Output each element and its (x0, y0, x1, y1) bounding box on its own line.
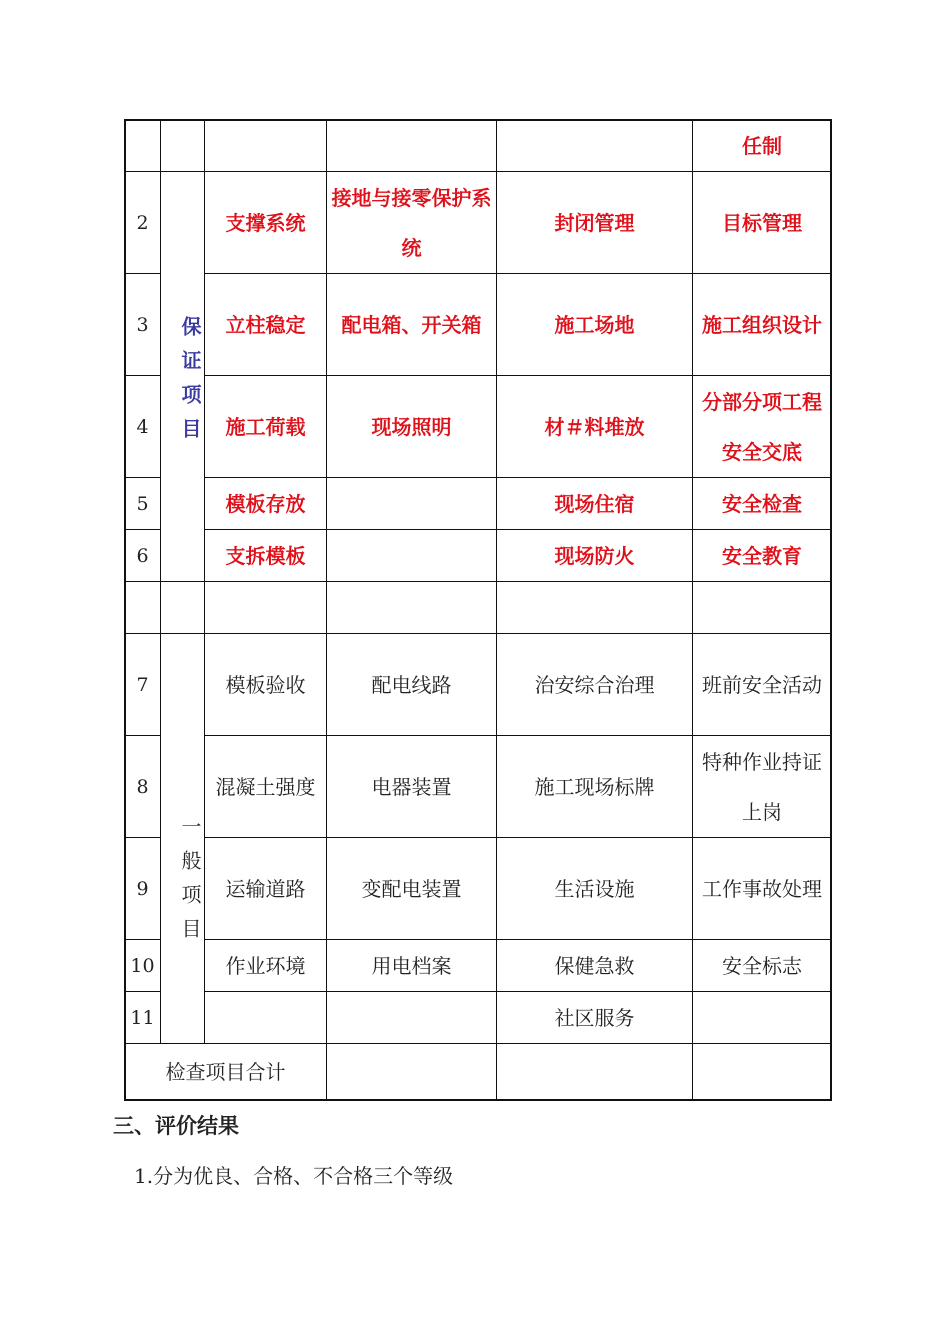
row-4-col3: 材＃料堆放 (496, 375, 693, 478)
row-8-col1: 混凝土强度 (204, 735, 327, 838)
row-1-category (160, 119, 205, 172)
row-9-col4: 工作事故处理 (692, 837, 832, 940)
row-1-col2 (326, 119, 497, 172)
row-3-col2: 配电箱、开关箱 (326, 273, 497, 376)
row-4-col2: 现场照明 (326, 375, 497, 478)
separator-row-col2 (326, 581, 497, 634)
row-7-col2: 配电线路 (326, 633, 497, 736)
row-3-col3: 施工场地 (496, 273, 693, 376)
row-8-number: 8 (124, 735, 161, 838)
row-3-col4: 施工组织设计 (692, 273, 832, 376)
row-5-col1: 模板存放 (204, 477, 327, 530)
row-6-col2 (326, 529, 497, 582)
row-3-col1: 立柱稳定 (204, 273, 327, 376)
row-2-col3: 封闭管理 (496, 171, 693, 274)
row-2-number: 2 (124, 171, 161, 274)
row-11-col2 (326, 991, 497, 1044)
row-6-col3: 现场防火 (496, 529, 693, 582)
row-2-col1: 支撑系统 (204, 171, 327, 274)
separator-row-category (160, 581, 205, 634)
separator-row-col3 (496, 581, 693, 634)
general-items-label: 一般项目 (160, 633, 205, 1044)
row-8-col2: 电器装置 (326, 735, 497, 838)
row-7-col1: 模板验收 (204, 633, 327, 736)
separator-row-col1 (204, 581, 327, 634)
inspection-table (124, 119, 832, 1101)
total-row-col4 (692, 1043, 832, 1101)
row-5-col3: 现场住宿 (496, 477, 693, 530)
row-10-col3: 保健急救 (496, 939, 693, 992)
row-10-number: 10 (124, 939, 161, 992)
row-11-col3: 社区服务 (496, 991, 693, 1044)
row-7-col3: 治安综合治理 (496, 633, 693, 736)
separator-row-number (124, 581, 161, 634)
total-row-label: 检查项目合计 (124, 1043, 327, 1101)
section-heading: 三、评价结果 (113, 1114, 239, 1138)
guarantee-items-label: 保证项目 (160, 171, 205, 582)
row-9-col2: 变配电装置 (326, 837, 497, 940)
row-10-col1: 作业环境 (204, 939, 327, 992)
row-10-col4: 安全标志 (692, 939, 832, 992)
row-5-number: 5 (124, 477, 161, 530)
row-4-col1: 施工荷载 (204, 375, 327, 478)
row-3-number: 3 (124, 273, 161, 376)
row-2-col2: 接地与接零保护系统 (326, 171, 497, 274)
row-6-number: 6 (124, 529, 161, 582)
row-6-col4: 安全教育 (692, 529, 832, 582)
separator-row-col4 (692, 581, 832, 634)
row-5-col2 (326, 477, 497, 530)
row-4-col4: 分部分项工程安全交底 (692, 375, 832, 478)
row-4-number: 4 (124, 375, 161, 478)
row-8-col3: 施工现场标牌 (496, 735, 693, 838)
row-1-col1 (204, 119, 327, 172)
evaluation-item-1: 1.分为优良、合格、不合格三个等级 (134, 1164, 454, 1188)
row-5-col4: 安全检查 (692, 477, 832, 530)
row-10-col2: 用电档案 (326, 939, 497, 992)
row-7-number: 7 (124, 633, 161, 736)
total-row-col2 (326, 1043, 497, 1101)
row-9-number: 9 (124, 837, 161, 940)
row-11-col4 (692, 991, 832, 1044)
row-8-col4: 特种作业持证上岗 (692, 735, 832, 838)
row-11-col1 (204, 991, 327, 1044)
row-1-col3 (496, 119, 693, 172)
row-2-col4: 目标管理 (692, 171, 832, 274)
row-7-col4: 班前安全活动 (692, 633, 832, 736)
row-11-number: 11 (124, 991, 161, 1044)
total-row-col3 (496, 1043, 693, 1101)
row-1-number (124, 119, 161, 172)
row-9-col1: 运输道路 (204, 837, 327, 940)
row-9-col3: 生活设施 (496, 837, 693, 940)
row-1-col4: 任制 (692, 119, 832, 172)
row-6-col1: 支拆模板 (204, 529, 327, 582)
